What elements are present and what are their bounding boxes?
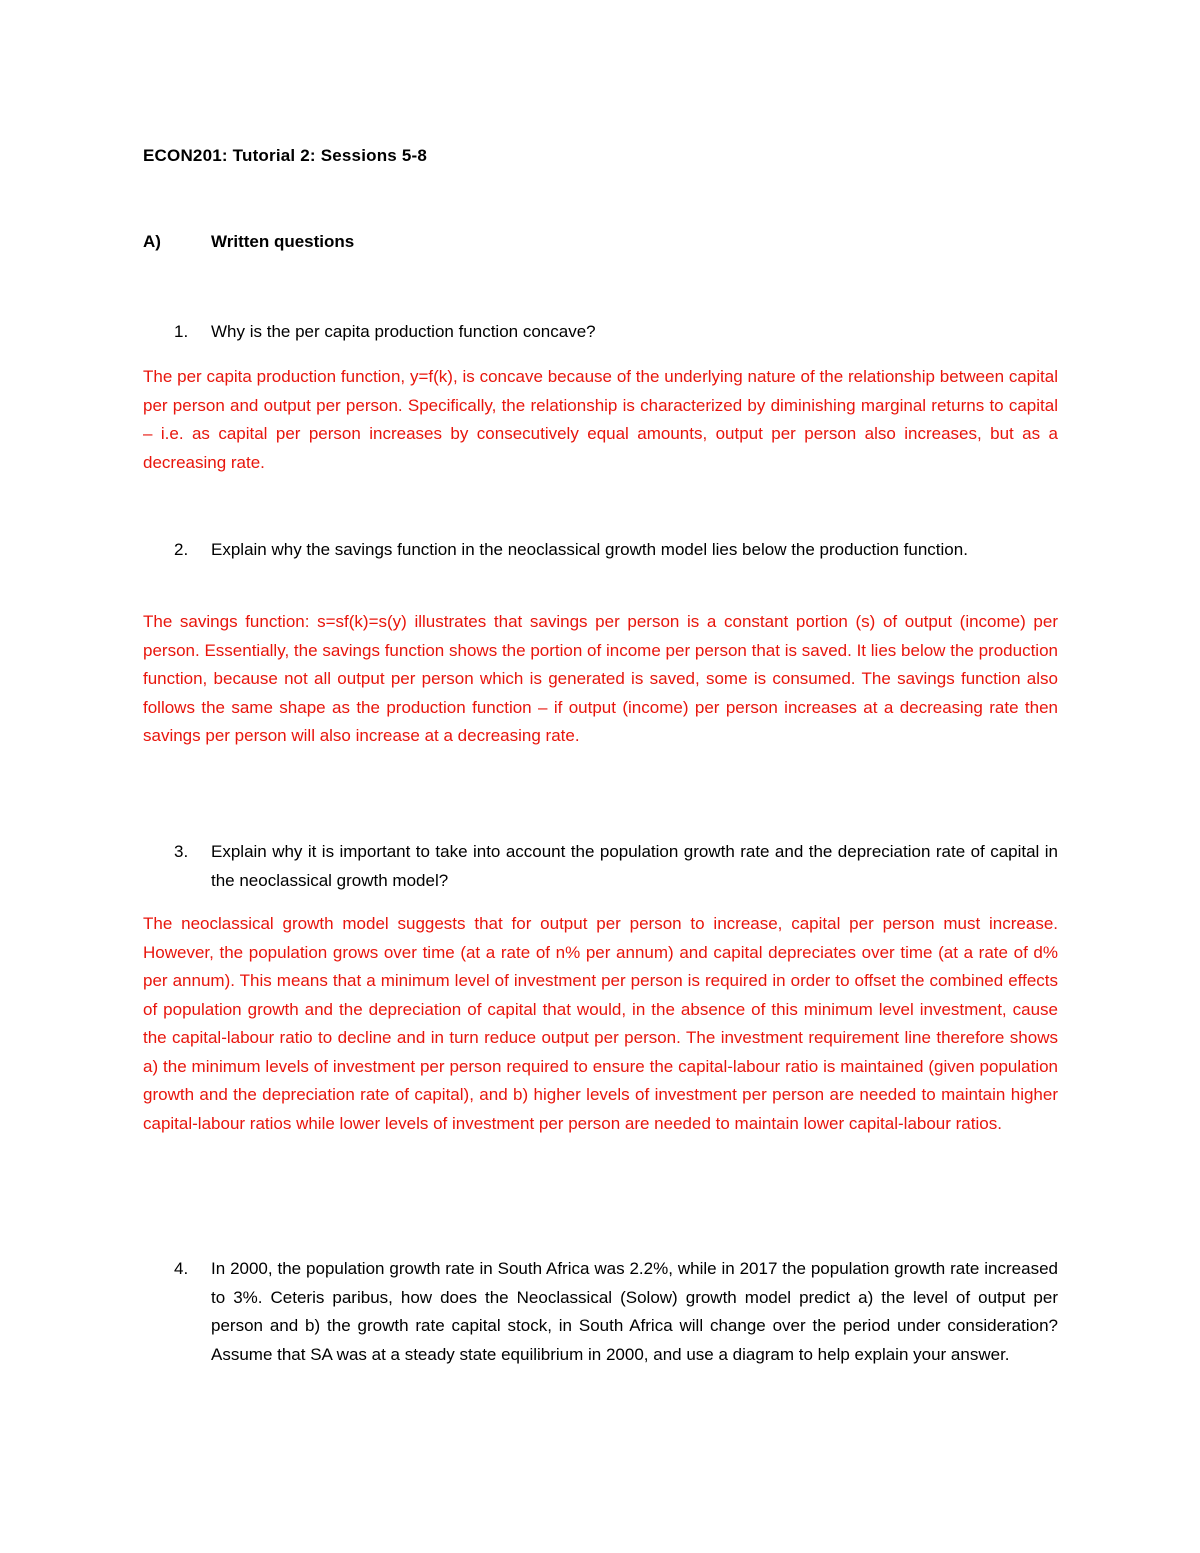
question-number: 2. <box>174 540 189 559</box>
answer-3: The neoclassical growth model suggests that for output per person to increase, capital per person must increase. However, the population grows over time (at a rate of n% per annum) and capital depreciates over time (at a rate of d% per annum). This means that a minimum level of investment per person is required in order to offset the combined effects of population growth and the depreciation of capital that would, in the absence of this minimum level investment, cause the capital-labour ratio to decline and in turn reduce output per person. The investment requirement line therefore shows a) the minimum levels of investment per person required to ensure the capital-labour ratio is maintained (given population growth and the depreciation rate of capital), and b) higher levels of investment per person are needed to maintain higher capital-labour ratios while lower levels of investment per person are needed to maintain lower capital-labour ratios. <box>143 914 1058 1133</box>
question-text: In 2000, the population growth rate in South Africa was 2.2%, while in 2017 the population growth rate increased to 3%. Ceteris paribus, how does the Neoclassical (Solow) growth model predict a) the level of output per person and b) the growth rate capital stock, in South Africa will change over the period under consideration? Assume that SA was at a steady state equilibrium in 2000, and use a diagram to help explain your answer. <box>211 1259 1058 1364</box>
question-2 <box>143 536 1058 565</box>
section-heading-text: Written questions <box>211 232 355 251</box>
question-number: 1. <box>174 322 189 341</box>
section-marker: A) <box>143 232 161 251</box>
question-text: Why is the per capita production function concave? <box>211 322 596 341</box>
question-number: 3. <box>174 842 189 861</box>
section-heading <box>143 232 354 252</box>
question-text: Explain why it is important to take into account the population growth rate and the depreciation rate of capital in the neoclassical growth model? <box>211 842 1058 890</box>
question-number: 4. <box>174 1259 189 1278</box>
answer-1: The per capita production function, y=f(k), is concave because of the underlying nature of the relationship between capital per person and output per person. Specifically, the relationship is characterized by diminishing marginal returns to capital – i.e. as capital per person increases by consecutively equal amounts, output per person also increases, but as a decreasing rate. <box>143 367 1058 472</box>
question-4 <box>143 1255 1058 1369</box>
question-text: Explain why the savings function in the neoclassical growth model lies below the production function. <box>211 540 968 559</box>
question-3 <box>143 838 1058 895</box>
document-title: ECON201: Tutorial 2: Sessions 5-8 <box>143 146 428 165</box>
answer-2: The savings function: s=sf(k)=s(y) illustrates that savings per person is a constant portion (s) of output (income) per person. Essentially, the savings function shows the portion of income per person that is saved. It lies below the production function, because not all output per person which is generated is saved, some is consumed. The savings function also follows the same shape as the production function – if output (income) per person increases at a decreasing rate then savings per person will also increase at a decreasing rate. <box>143 612 1058 745</box>
question-1 <box>143 318 1058 347</box>
